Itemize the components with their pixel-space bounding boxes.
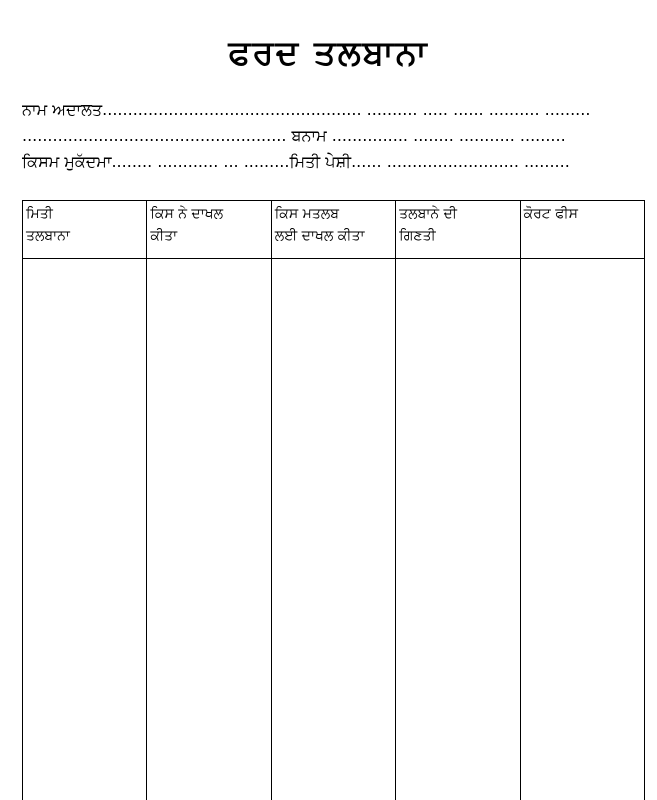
- table-cell[interactable]: [271, 259, 395, 800]
- court-name-field: ਨਾਮ ਅਦਾਲਤ................................................... .......... ..... ...... .......... .........: [22, 99, 644, 121]
- column-header-court-fee: [520, 201, 644, 259]
- column-header-date: [23, 201, 147, 259]
- table-header-row: [23, 201, 645, 259]
- column-header-count: [396, 201, 520, 259]
- versus-field: .................................................... ਬਨਾਮ ............... ........ ........... .........: [22, 125, 644, 147]
- table-row: [23, 259, 645, 800]
- column-header-line: ਕਿਸ ਮਤਲਬ: [275, 203, 392, 225]
- table-cell[interactable]: [147, 259, 271, 800]
- column-header-filed-by: [147, 201, 271, 259]
- column-header-line: ਕਿਸ ਨੇ ਦਾਖਲ: [150, 203, 267, 225]
- table-cell[interactable]: [396, 259, 520, 800]
- table-cell[interactable]: [23, 259, 147, 800]
- form-title: ਫਰਦ ਤਲਬਾਨਾ: [0, 30, 657, 76]
- case-type-hearing-date-field: ਕਿਸਮ ਮੁਕੱਦਮਾ........ ............ ... .........ਮਿਤੀ ਪੇਸ਼ੀ...... .......................... .........: [22, 151, 644, 173]
- column-header-line: ਕੀਤਾ: [150, 225, 267, 247]
- column-header-line: ਕੋਰਟ ਫੀਸ: [524, 203, 641, 225]
- column-header-line: ਤਲਬਾਨੇ ਦੀ: [399, 203, 516, 225]
- table-cell[interactable]: [520, 259, 644, 800]
- column-header-line: ਗਿਣਤੀ: [399, 225, 516, 247]
- column-header-line: ਤਲਬਾਨਾ: [26, 225, 143, 247]
- column-header-line: ਲਈ ਦਾਖਲ ਕੀਤਾ: [275, 225, 392, 247]
- summons-ledger-table: [22, 200, 645, 800]
- column-header-purpose: [271, 201, 395, 259]
- column-header-line: ਮਿਤੀ: [26, 203, 143, 225]
